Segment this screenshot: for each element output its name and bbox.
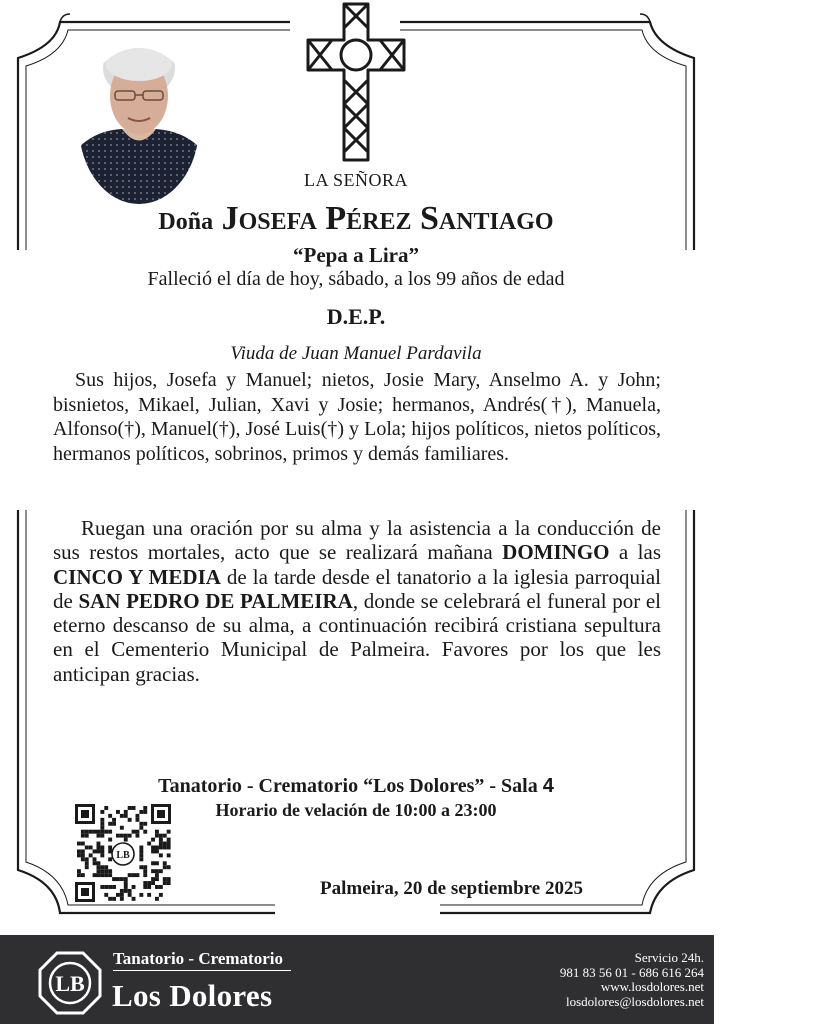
venue-room: 4 [542, 775, 554, 797]
ornamental-cross-icon [300, 0, 412, 165]
qr-code-icon[interactable] [74, 803, 172, 903]
website-link[interactable]: www.losdolores.net [600, 979, 704, 994]
ceremony-time: CINCO Y MEDIA [53, 564, 221, 589]
ceremony-text-4: , donde se celebrará el funeral por el eterno descanso de su alma, a continuación recibirá cristiana sepultura en el Cementerio Municipal de Palmeira. Favores por los que les anticipan gracias. [53, 588, 661, 686]
brand-name: Los Dolores [112, 978, 273, 1013]
ceremony-church: SAN PEDRO DE PALMEIRA [78, 588, 353, 613]
brand-divider [113, 970, 291, 971]
logo-letters: LB [55, 971, 85, 996]
svg-text:LB: LB [116, 850, 130, 861]
nickname: “Pepa a Lira” [293, 243, 419, 267]
email-link[interactable]: losdolores@losdolores.net [566, 993, 704, 1009]
venue-text: Tanatorio - Crematorio “Los Dolores” - Sala [158, 775, 543, 797]
footer-band [0, 935, 714, 1024]
deceased-name [50, 200, 662, 238]
ceremony-text-2: a las [609, 540, 662, 565]
brand-subtitle: Tanatorio - Crematorio [113, 949, 283, 968]
passed-away-line: Falleció el día de hoy, sábado, a los 99 años de edad [147, 268, 565, 290]
phone-numbers[interactable]: 981 83 56 01 - 686 616 264 [559, 964, 704, 980]
service-hours: Servicio 24h. [634, 950, 704, 965]
ceremony-text-1: Ruegan una oración por su alma y la asistencia a la conducción de sus restos mortales, acto que se realizará mañana [53, 516, 661, 565]
intro-label: LA SEÑORA [303, 170, 408, 190]
name-prefix: Doña [158, 209, 214, 235]
rest-in-peace: D.E.P. [326, 304, 386, 329]
contact-info [560, 951, 704, 1009]
widow-of: Viuda de Juan Manuel Pardavila [230, 343, 482, 364]
family-paragraph: Sus hijos, Josefa y Manuel; nietos, Josie Mary, Anselmo A. y John; bisnietos, Mikael, Julian, Xavi y Josie; hermanos, Andrés(†), Manuela, Alfonso(†), Manuel(†), José Luis(†) y Lola; hijos políticos, nietos políticos, hermanos políticos, sobrinos, primos y demás familiares. [53, 369, 661, 465]
ceremony-paragraph [53, 516, 661, 686]
los-dolores-logo-icon [38, 951, 102, 1015]
ceremony-day: DOMINGO [502, 540, 610, 565]
place-and-date: Palmeira, 20 de septiembre 2025 [320, 878, 583, 899]
visiting-hours: Horario de velación de 10:00 a 23:00 [215, 800, 497, 820]
venue-line [50, 775, 662, 798]
full-name: Josefa Pérez Santiago [221, 200, 554, 237]
ceremony-text-3: de la tarde desde el tanatorio a la iglesia parroquial de [53, 564, 661, 613]
